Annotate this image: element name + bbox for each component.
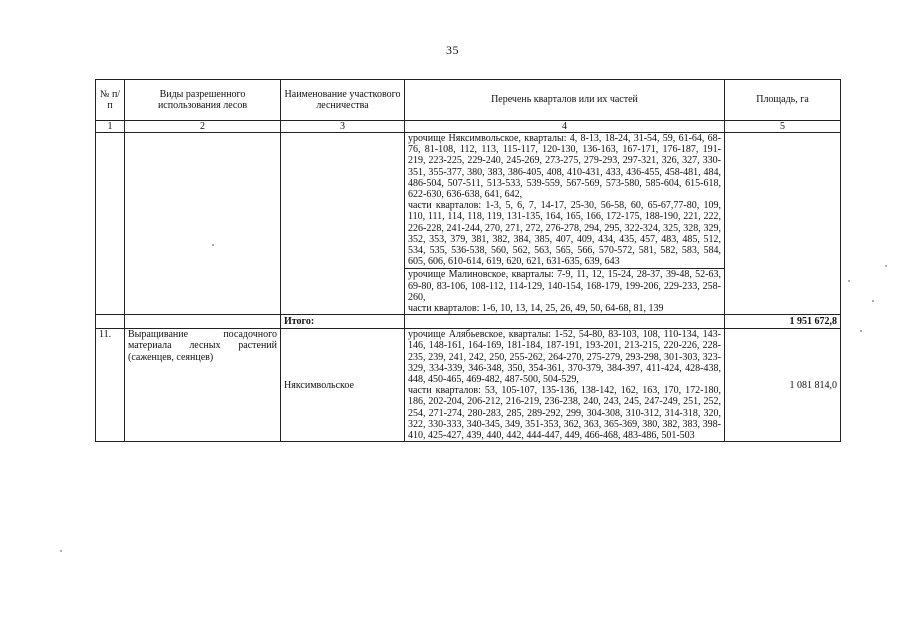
quarter-list-cell [405, 329, 725, 442]
column-index-row [96, 121, 841, 133]
quarter-list-text: урочище Няксимвольское, кварталы: 4, 8-13, 18-24, 31-54, 59, 61-64, 68-76, 81-108, 112, 113, 115-117, 120-130, 136-163, 167-171, 176-187, 191-219, 223-225, 229-240, 245-269, 273-275, 279-293, 297-321, 326, 327, 330-351, 355-377, 380, 383, 386-405, 408, 410-431, 433, 436-455, 458-481, 484, 486-504, 507-511, 513-533, 539-559, 567-569, 573-580, 585-604, 615-618, 622-630, 636-638, 641, 642, [408, 133, 721, 201]
district-cell [281, 133, 405, 315]
header-district: Наименование участкового лесничества [281, 80, 405, 121]
number-cell [96, 133, 125, 315]
table-row [96, 329, 841, 442]
quarter-list-cell [405, 133, 725, 315]
use-kind-cell [125, 315, 281, 329]
number-cell [96, 315, 125, 329]
column-index: 1 [96, 121, 125, 133]
header-use-kind: Виды разрешенного использования лесов [125, 80, 281, 121]
use-kind-cell [125, 133, 281, 315]
column-index: 5 [725, 121, 841, 133]
subdivider [405, 268, 724, 314]
area-cell [725, 133, 841, 315]
use-kind-text: Выращивание посадочного материала лесных растений (саженцев, сеянцев) [125, 329, 281, 442]
scan-speck [848, 280, 850, 282]
total-label: Итого: [281, 315, 405, 329]
quarter-list-text: урочище Малиновское, кварталы: 7-9, 11, 12, 15-24, 28-37, 39-48, 52-63, 69-80, 83-106, 108-112, 114-129, 140-154, 168-179, 199-206, 229-233, 258-260, [408, 269, 721, 303]
scan-speck [860, 330, 862, 332]
forest-use-table [95, 79, 841, 442]
quarter-parts-text: части кварталов: 1-3, 5, 6, 7, 14-17, 25-30, 56-58, 60, 65-67,77-80, 109, 110, 111, 114, 118, 119, 131-135, 164, 165, 166, 172-175, 188-190, 221, 222, 226-228, 241-244, 270, 271, 272, 276-278, 294, 295, 322-324, 325, 328, 329, 352, 353, 379, 381, 382, 384, 385, 407, 409, 434, 435, 457, 483, 485, 512, 534, 535, 536-538, 560, 562, 563, 565, 566, 570-572, 581, 582, 583, 584, 605, 606, 610-614, 619, 620, 621, 631-635, 639, 643 [408, 200, 721, 268]
column-index: 3 [281, 121, 405, 133]
quarter-parts-text: части кварталов: 1-6, 10, 13, 14, 25, 26, 49, 50, 64-68, 81, 139 [408, 303, 664, 315]
table-row [96, 133, 841, 315]
table-header-row [96, 80, 841, 121]
quarter-list-cell [405, 315, 725, 329]
header-quarter-list: Перечень кварталов или их частей [405, 80, 725, 121]
quarter-parts-text: части кварталов: 53, 105-107, 135-136, 138-142, 162, 163, 170, 172-180, 186, 202-204, 206-212, 216-219, 236-238, 240, 243, 245, 247-249, 251, 252, 254, 271-274, 280-283, 285, 289-292, 299, 304-308, 310-312, 314-318, 320, 322, 330-333, 340-345, 349, 351-353, 362, 363, 365-369, 380, 382, 383, 398-410, 425-427, 439, 440, 442, 444-447, 449, 466-468, 483-486, 501-503 [408, 385, 721, 442]
scan-speck [212, 244, 214, 246]
total-area: 1 951 672,8 [725, 315, 841, 329]
district-name: Няксимвольское [281, 329, 405, 442]
scan-speck [885, 265, 887, 267]
quarter-list-text: урочище Алябьевское, кварталы: 1-52, 54-80, 83-103, 108, 110-134, 143-146, 148-161, 164-169, 181-184, 187-191, 193-201, 213-215, 220-226, 228-235, 239, 241, 242, 250, 255-262, 264-270, 275-279, 293-298, 301-303, 323-329, 334-339, 346-348, 350, 354-361, 370-379, 384-397, 411-424, 428-438, 448, 450-465, 469-482, 487-500, 504-529, [408, 329, 721, 386]
page-number: 35 [446, 43, 459, 57]
column-index: 4 [405, 121, 725, 133]
column-index: 2 [125, 121, 281, 133]
scan-speck [872, 300, 874, 302]
header-area: Площадь, га [725, 80, 841, 121]
total-row [96, 315, 841, 329]
scan-speck [60, 550, 62, 552]
row-number: 11. [96, 329, 125, 442]
header-number: № п/п [96, 80, 125, 121]
area-value: 1 081 814,0 [725, 329, 841, 442]
